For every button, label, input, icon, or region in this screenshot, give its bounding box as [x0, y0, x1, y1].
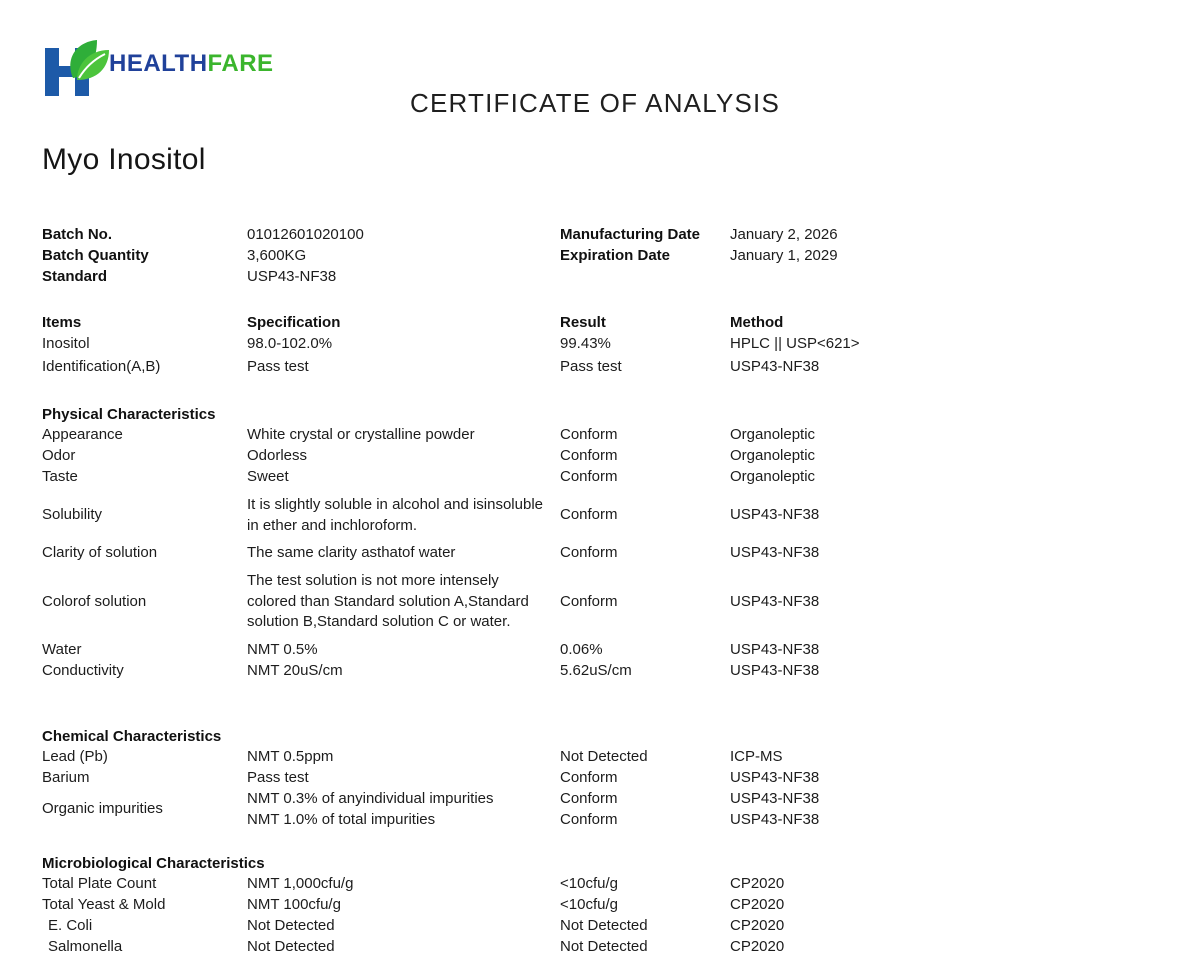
method-cell: Organoleptic — [730, 447, 816, 465]
column-header: Result — [560, 314, 606, 332]
item-cell: Lead (Pb) — [42, 747, 108, 765]
spec-cell: Not Detected — [247, 916, 335, 934]
method-cell: HPLC || USP<621> — [730, 335, 860, 353]
batch-value: USP43-NF38 — [247, 268, 337, 285]
batch-row — [42, 224, 1190, 245]
spec-cell: Sweet — [247, 468, 289, 486]
table-row — [42, 495, 1190, 536]
method-cell: CP2020 — [730, 916, 785, 934]
result-cell: Conform — [560, 426, 618, 444]
table-row — [42, 661, 1190, 682]
batch-label: Manufacturing Date — [560, 226, 701, 243]
table-header-row — [42, 313, 1190, 334]
result-cell: Conform — [560, 810, 618, 828]
batch-info — [42, 224, 1190, 287]
method-cell: CP2020 — [730, 937, 785, 955]
method-cell: USP43-NF38 — [730, 506, 820, 524]
table-subrow — [247, 789, 1190, 810]
table-row — [42, 874, 1190, 895]
table-row — [42, 334, 1190, 355]
result-cell: Conform — [560, 544, 618, 562]
table-row — [42, 747, 1190, 768]
result-cell: Not Detected — [560, 937, 648, 955]
spec-cell: The test solution is not more intensely colored than Standard solution A,Standard solution B,Standard solution C or water. — [247, 572, 529, 630]
batch-value: January 2, 2026 — [730, 226, 838, 243]
spec-cell: NMT 0.5% — [247, 640, 318, 658]
method-cell: USP43-NF38 — [730, 592, 820, 610]
spec-cell: It is slightly soluble in alcohol and isinsoluble in ether and inchloroform. — [247, 496, 544, 534]
result-cell: Conform — [560, 506, 618, 524]
table-row — [42, 895, 1190, 916]
batch-row — [42, 245, 1190, 266]
method-cell: USP43-NF38 — [730, 768, 820, 786]
spec-cell: Pass test — [247, 768, 309, 786]
item-cell: Salmonella — [48, 937, 123, 955]
item-cell: Water — [42, 640, 82, 658]
spec-cell: The same clarity asthatof water — [247, 544, 456, 562]
sub-rows — [247, 789, 1190, 831]
batch-value — [730, 266, 1190, 287]
method-cell: Organoleptic — [730, 426, 816, 444]
header — [0, 0, 1190, 132]
method-cell: ICP-MS — [730, 747, 783, 765]
item-cell: Inositol — [42, 335, 90, 353]
method-cell: USP43-NF38 — [730, 789, 820, 807]
result-cell: 5.62uS/cm — [560, 661, 632, 679]
result-cell: <10cfu/g — [560, 895, 618, 913]
method-cell: CP2020 — [730, 895, 785, 913]
result-cell: Conform — [560, 789, 618, 807]
result-cell: 0.06% — [560, 640, 603, 658]
logo-text — [109, 50, 274, 78]
leaf-icon — [67, 38, 111, 86]
method-cell: USP43-NF38 — [730, 358, 820, 376]
spec-cell: NMT 20uS/cm — [247, 661, 343, 679]
method-cell: USP43-NF38 — [730, 640, 820, 658]
result-cell: Conform — [560, 592, 618, 610]
item-cell: E. Coli — [48, 916, 93, 934]
result-cell: 99.43% — [560, 335, 611, 353]
method-cell: USP43-NF38 — [730, 661, 820, 679]
item-cell: Clarity of solution — [42, 544, 158, 562]
method-cell: CP2020 — [730, 874, 785, 892]
result-cell: <10cfu/g — [560, 874, 618, 892]
batch-label: Standard — [42, 268, 108, 285]
logo-text-fare: FARE — [207, 50, 274, 77]
spec-cell: Pass test — [247, 358, 309, 376]
column-header: Method — [730, 314, 784, 332]
table-row — [42, 543, 1190, 564]
spec-cell: Odorless — [247, 447, 308, 465]
spec-cell: NMT 100cfu/g — [247, 895, 341, 913]
result-cell: Not Detected — [560, 747, 648, 765]
analysis-table — [42, 313, 1190, 958]
batch-row — [42, 266, 1190, 287]
table-row — [42, 768, 1190, 789]
item-cell: Organic impurities — [42, 800, 163, 818]
section-title: Microbiological Characteristics — [42, 854, 265, 872]
table-row — [42, 789, 1190, 831]
batch-value: January 1, 2029 — [730, 247, 838, 264]
batch-value: 01012601020100 — [247, 226, 364, 243]
table-row — [42, 446, 1190, 467]
item-cell: Solubility — [42, 506, 103, 524]
table-row — [42, 357, 1190, 378]
table-row — [42, 467, 1190, 488]
item-cell: Appearance — [42, 426, 123, 444]
item-cell: Identification(A,B) — [42, 358, 161, 376]
item-cell: Colorof solution — [42, 592, 147, 610]
table-row — [42, 571, 1190, 633]
table-subrow — [247, 810, 1190, 831]
item-cell: Total Yeast & Mold — [42, 895, 166, 913]
spec-cell: NMT 1.0% of total impurities — [247, 810, 436, 828]
column-header: Items — [42, 314, 82, 332]
method-cell: USP43-NF38 — [730, 810, 820, 828]
batch-label — [560, 266, 730, 287]
table-row — [42, 916, 1190, 937]
item-cell: Barium — [42, 768, 90, 786]
method-cell: USP43-NF38 — [730, 544, 820, 562]
item-cell: Conductivity — [42, 661, 124, 679]
section-title: Chemical Characteristics — [42, 727, 222, 745]
result-cell: Conform — [560, 447, 618, 465]
section-title: Physical Characteristics — [42, 406, 216, 423]
batch-value: 3,600KG — [247, 247, 307, 264]
product-name: Myo Inositol — [42, 143, 206, 176]
column-header: Specification — [247, 314, 341, 332]
result-cell: Not Detected — [560, 916, 648, 934]
item-cell: Taste — [42, 468, 78, 486]
spec-cell: White crystal or crystalline powder — [247, 426, 475, 444]
result-cell: Conform — [560, 768, 618, 786]
batch-label: Expiration Date — [560, 247, 671, 264]
item-cell: Odor — [42, 447, 76, 465]
spec-cell: Not Detected — [247, 937, 335, 955]
item-cell: Total Plate Count — [42, 874, 157, 892]
document-title: CERTIFICATE OF ANALYSIS — [409, 88, 780, 118]
result-cell: Pass test — [560, 358, 622, 376]
spec-cell: NMT 0.3% of anyindividual impurities — [247, 789, 494, 807]
table-row — [42, 425, 1190, 446]
table-row — [42, 937, 1190, 958]
batch-label: Batch No. — [42, 226, 113, 243]
batch-label: Batch Quantity — [42, 247, 149, 264]
table-row — [42, 640, 1190, 661]
logo-text-health: HEALTH — [109, 50, 208, 77]
spec-cell: NMT 0.5ppm — [247, 747, 334, 765]
spec-cell: 98.0-102.0% — [247, 335, 333, 353]
spec-cell: NMT 1,000cfu/g — [247, 874, 354, 892]
result-cell: Conform — [560, 468, 618, 486]
method-cell: Organoleptic — [730, 468, 816, 486]
